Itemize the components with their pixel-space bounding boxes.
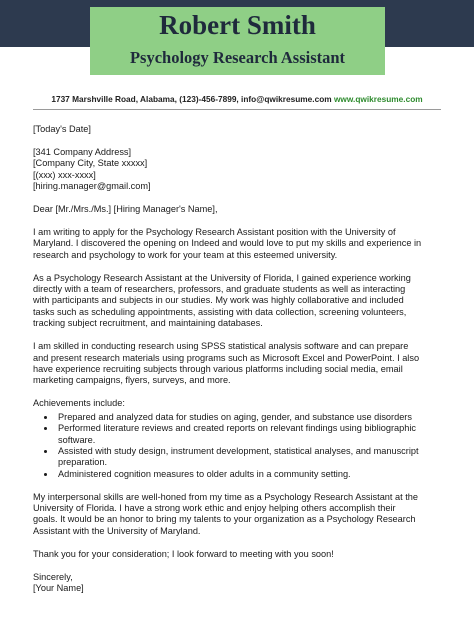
address-line: [hiring.manager@gmail.com] bbox=[33, 181, 151, 192]
paragraph-intro: I am writing to apply for the Psychology Research Assistant position with the University of Maryland. I discovered the opening on Indeed and would love to put my skills and experience in research and psychology to work for your team at this esteemed university. bbox=[33, 226, 422, 260]
name-banner bbox=[90, 7, 385, 75]
achievements-list bbox=[33, 412, 453, 480]
paragraph-closing: My interpersonal skills are well-honed from my time as a Psychology Research Assistant at the University of Florida. I have a strong work ethic and enjoy helping others accomplish their goals. It would be an honor to bring my talents to your organization as a Psychology Research Assistant with the University of Maryland. bbox=[33, 491, 419, 536]
recipient-address bbox=[33, 147, 453, 193]
thanks-line: Thank you for your consideration; I look forward to meeting with you soon! bbox=[33, 548, 334, 559]
salutation: Dear [Mr./Mrs./Ms.] [Hiring Manager's Name], bbox=[33, 204, 218, 215]
achievement-item: • Administered cognition measures to older adults in a community setting. bbox=[56, 469, 453, 480]
achievement-item: • Prepared and analyzed data for studies on aging, gender, and substance use disorders bbox=[56, 412, 453, 423]
achievements-heading: Achievements include: bbox=[33, 398, 125, 409]
address-line: [(xxx) xxx-xxxx] bbox=[33, 169, 96, 180]
contact-details: 1737 Marshville Road, Alabama, (123)-456-7899, info@qwikresume.com bbox=[51, 94, 332, 104]
website-link[interactable]: www.qwikresume.com bbox=[333, 94, 423, 104]
signature-block bbox=[33, 572, 453, 595]
signature: [Your Name] bbox=[33, 583, 84, 594]
divider bbox=[33, 109, 441, 110]
paragraph-skills: I am skilled in conducting research using SPSS statistical analysis software and can prepare and present research materials using programs such as Microsoft Excel and PowerPoint. I also have experience recruiting subjects through various platforms including social media, email marketing campaigns, flyers, surveys, and more. bbox=[33, 341, 420, 386]
address-line: [341 Company Address] bbox=[33, 146, 132, 157]
applicant-name: Robert Smith bbox=[159, 10, 316, 40]
signoff: Sincerely, bbox=[33, 571, 73, 582]
letter-date: [Today's Date] bbox=[33, 124, 91, 134]
achievement-item: • Assisted with study design, instrument development, statistical analyses, and manuscript preparation. bbox=[56, 446, 453, 469]
contact-line bbox=[0, 94, 474, 104]
letter-body bbox=[33, 124, 453, 595]
address-line: [Company City, State xxxxx] bbox=[33, 158, 148, 169]
paragraph-experience: As a Psychology Research Assistant at the University of Florida, I gained experience working directly with a team of researchers, professors, and graduate students as well as interacting with participants and subjects in our studies. My work was highly collaborative and included tasks such as scheduling appointments, assisting with data collection, screening volunteers, tracking subject recruitment, and maintaining databases. bbox=[33, 272, 411, 329]
achievement-item: • Performed literature reviews and created reports on relevant findings using bibliographic software. bbox=[56, 423, 453, 446]
job-title: Psychology Research Assistant bbox=[129, 48, 346, 67]
